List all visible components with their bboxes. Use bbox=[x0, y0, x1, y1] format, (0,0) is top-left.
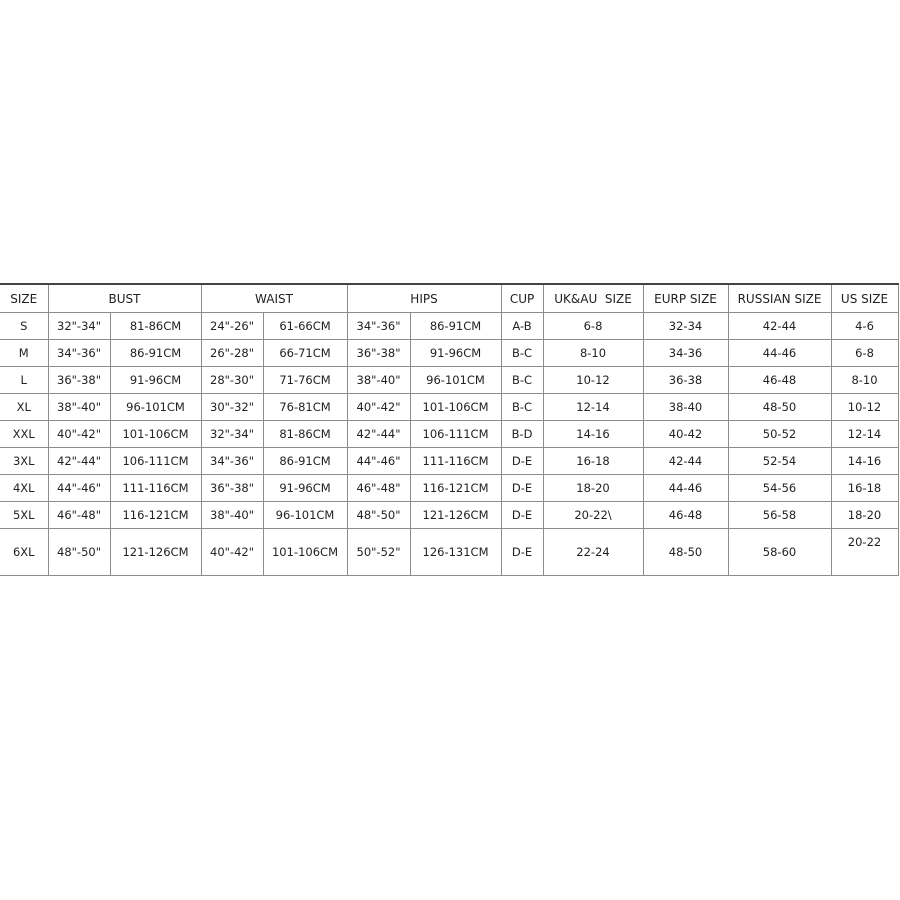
cell-bust-cm: 91-96CM bbox=[110, 367, 201, 394]
cell-bust-cm: 121-126CM bbox=[110, 529, 201, 576]
cell-bust-cm: 96-101CM bbox=[110, 394, 201, 421]
table-row bbox=[0, 313, 898, 340]
cell-bust-inches: 42"-44" bbox=[48, 448, 110, 475]
cell-hips-inches: 40"-42" bbox=[347, 394, 410, 421]
cell-bust-inches: 34"-36" bbox=[48, 340, 110, 367]
cell-uk-au-size: 14-16 bbox=[543, 421, 643, 448]
header-bust: BUST bbox=[48, 284, 201, 313]
cell-cup: B-C bbox=[501, 340, 543, 367]
cell-hips-inches: 42"-44" bbox=[347, 421, 410, 448]
cell-hips-inches: 46"-48" bbox=[347, 475, 410, 502]
cell-bust-inches: 36"-38" bbox=[48, 367, 110, 394]
cell-eurp-size: 36-38 bbox=[643, 367, 728, 394]
header-uk-au-size: UK&AU SIZE bbox=[543, 284, 643, 313]
cell-russian-size: 56-58 bbox=[728, 502, 831, 529]
cell-russian-size: 52-54 bbox=[728, 448, 831, 475]
cell-eurp-size: 34-36 bbox=[643, 340, 728, 367]
cell-hips-cm: 96-101CM bbox=[410, 367, 501, 394]
cell-us-size: 8-10 bbox=[831, 367, 898, 394]
cell-cup: D-E bbox=[501, 448, 543, 475]
cell-waist-inches: 36"-38" bbox=[201, 475, 263, 502]
cell-eurp-size: 48-50 bbox=[643, 529, 728, 576]
table-row bbox=[0, 475, 898, 502]
cell-eurp-size: 38-40 bbox=[643, 394, 728, 421]
cell-waist-cm: 81-86CM bbox=[263, 421, 347, 448]
cell-russian-size: 42-44 bbox=[728, 313, 831, 340]
cell-us-size: 14-16 bbox=[831, 448, 898, 475]
cell-us-size: 20-22 bbox=[831, 529, 898, 576]
table-row bbox=[0, 367, 898, 394]
cell-waist-cm: 61-66CM bbox=[263, 313, 347, 340]
cell-bust-inches: 44"-46" bbox=[48, 475, 110, 502]
cell-waist-inches: 32"-34" bbox=[201, 421, 263, 448]
cell-bust-inches: 48"-50" bbox=[48, 529, 110, 576]
cell-bust-cm: 81-86CM bbox=[110, 313, 201, 340]
cell-size: XL bbox=[0, 394, 48, 421]
cell-waist-inches: 26"-28" bbox=[201, 340, 263, 367]
cell-uk-au-size: 10-12 bbox=[543, 367, 643, 394]
cell-us-size: 16-18 bbox=[831, 475, 898, 502]
cell-waist-inches: 28"-30" bbox=[201, 367, 263, 394]
cell-cup: D-E bbox=[501, 529, 543, 576]
cell-hips-inches: 50"-52" bbox=[347, 529, 410, 576]
cell-cup: A-B bbox=[501, 313, 543, 340]
cell-size: S bbox=[0, 313, 48, 340]
cell-uk-au-size: 20-22\ bbox=[543, 502, 643, 529]
cell-us-size: 4-6 bbox=[831, 313, 898, 340]
size-chart-table bbox=[0, 283, 899, 576]
cell-size: XXL bbox=[0, 421, 48, 448]
cell-bust-inches: 40"-42" bbox=[48, 421, 110, 448]
cell-russian-size: 48-50 bbox=[728, 394, 831, 421]
header-hips: HIPS bbox=[347, 284, 501, 313]
cell-bust-cm: 106-111CM bbox=[110, 448, 201, 475]
cell-eurp-size: 40-42 bbox=[643, 421, 728, 448]
table-row bbox=[0, 394, 898, 421]
cell-waist-inches: 24"-26" bbox=[201, 313, 263, 340]
cell-bust-inches: 46"-48" bbox=[48, 502, 110, 529]
cell-us-size: 10-12 bbox=[831, 394, 898, 421]
table-row bbox=[0, 421, 898, 448]
cell-waist-cm: 86-91CM bbox=[263, 448, 347, 475]
header-cup: CUP bbox=[501, 284, 543, 313]
table-row bbox=[0, 502, 898, 529]
cell-waist-cm: 96-101CM bbox=[263, 502, 347, 529]
cell-hips-cm: 111-116CM bbox=[410, 448, 501, 475]
header-size: SIZE bbox=[0, 284, 48, 313]
cell-uk-au-size: 12-14 bbox=[543, 394, 643, 421]
cell-us-size: 18-20 bbox=[831, 502, 898, 529]
cell-eurp-size: 46-48 bbox=[643, 502, 728, 529]
cell-waist-cm: 101-106CM bbox=[263, 529, 347, 576]
cell-bust-cm: 86-91CM bbox=[110, 340, 201, 367]
cell-size: 4XL bbox=[0, 475, 48, 502]
header-eurp-size: EURP SIZE bbox=[643, 284, 728, 313]
cell-waist-cm: 91-96CM bbox=[263, 475, 347, 502]
cell-hips-inches: 38"-40" bbox=[347, 367, 410, 394]
cell-hips-cm: 91-96CM bbox=[410, 340, 501, 367]
header-russian-size: RUSSIAN SIZE bbox=[728, 284, 831, 313]
cell-waist-inches: 30"-32" bbox=[201, 394, 263, 421]
cell-waist-cm: 71-76CM bbox=[263, 367, 347, 394]
cell-uk-au-size: 16-18 bbox=[543, 448, 643, 475]
cell-cup: D-E bbox=[501, 475, 543, 502]
cell-russian-size: 54-56 bbox=[728, 475, 831, 502]
cell-uk-au-size: 18-20 bbox=[543, 475, 643, 502]
cell-hips-cm: 121-126CM bbox=[410, 502, 501, 529]
cell-eurp-size: 44-46 bbox=[643, 475, 728, 502]
cell-waist-cm: 66-71CM bbox=[263, 340, 347, 367]
cell-bust-cm: 116-121CM bbox=[110, 502, 201, 529]
header-us-size: US SIZE bbox=[831, 284, 898, 313]
cell-us-size: 12-14 bbox=[831, 421, 898, 448]
table-row bbox=[0, 448, 898, 475]
cell-waist-inches: 40"-42" bbox=[201, 529, 263, 576]
cell-bust-cm: 101-106CM bbox=[110, 421, 201, 448]
cell-hips-cm: 116-121CM bbox=[410, 475, 501, 502]
cell-russian-size: 44-46 bbox=[728, 340, 831, 367]
cell-hips-cm: 126-131CM bbox=[410, 529, 501, 576]
cell-russian-size: 58-60 bbox=[728, 529, 831, 576]
cell-waist-inches: 38"-40" bbox=[201, 502, 263, 529]
cell-hips-cm: 101-106CM bbox=[410, 394, 501, 421]
cell-hips-cm: 86-91CM bbox=[410, 313, 501, 340]
cell-eurp-size: 42-44 bbox=[643, 448, 728, 475]
cell-hips-inches: 44"-46" bbox=[347, 448, 410, 475]
cell-size: 3XL bbox=[0, 448, 48, 475]
cell-cup: B-D bbox=[501, 421, 543, 448]
cell-bust-inches: 32"-34" bbox=[48, 313, 110, 340]
cell-size: M bbox=[0, 340, 48, 367]
cell-uk-au-size: 6-8 bbox=[543, 313, 643, 340]
cell-waist-inches: 34"-36" bbox=[201, 448, 263, 475]
cell-bust-inches: 38"-40" bbox=[48, 394, 110, 421]
cell-hips-inches: 48"-50" bbox=[347, 502, 410, 529]
cell-uk-au-size: 8-10 bbox=[543, 340, 643, 367]
cell-us-size: 6-8 bbox=[831, 340, 898, 367]
cell-size: 6XL bbox=[0, 529, 48, 576]
header-waist: WAIST bbox=[201, 284, 347, 313]
cell-cup: B-C bbox=[501, 367, 543, 394]
cell-hips-cm: 106-111CM bbox=[410, 421, 501, 448]
cell-size: L bbox=[0, 367, 48, 394]
cell-cup: D-E bbox=[501, 502, 543, 529]
cell-waist-cm: 76-81CM bbox=[263, 394, 347, 421]
cell-russian-size: 50-52 bbox=[728, 421, 831, 448]
cell-size: 5XL bbox=[0, 502, 48, 529]
cell-russian-size: 46-48 bbox=[728, 367, 831, 394]
cell-bust-cm: 111-116CM bbox=[110, 475, 201, 502]
cell-hips-inches: 34"-36" bbox=[347, 313, 410, 340]
cell-eurp-size: 32-34 bbox=[643, 313, 728, 340]
cell-uk-au-size: 22-24 bbox=[543, 529, 643, 576]
header-row bbox=[0, 284, 898, 313]
table-row bbox=[0, 340, 898, 367]
table-row bbox=[0, 529, 898, 576]
cell-cup: B-C bbox=[501, 394, 543, 421]
cell-hips-inches: 36"-38" bbox=[347, 340, 410, 367]
